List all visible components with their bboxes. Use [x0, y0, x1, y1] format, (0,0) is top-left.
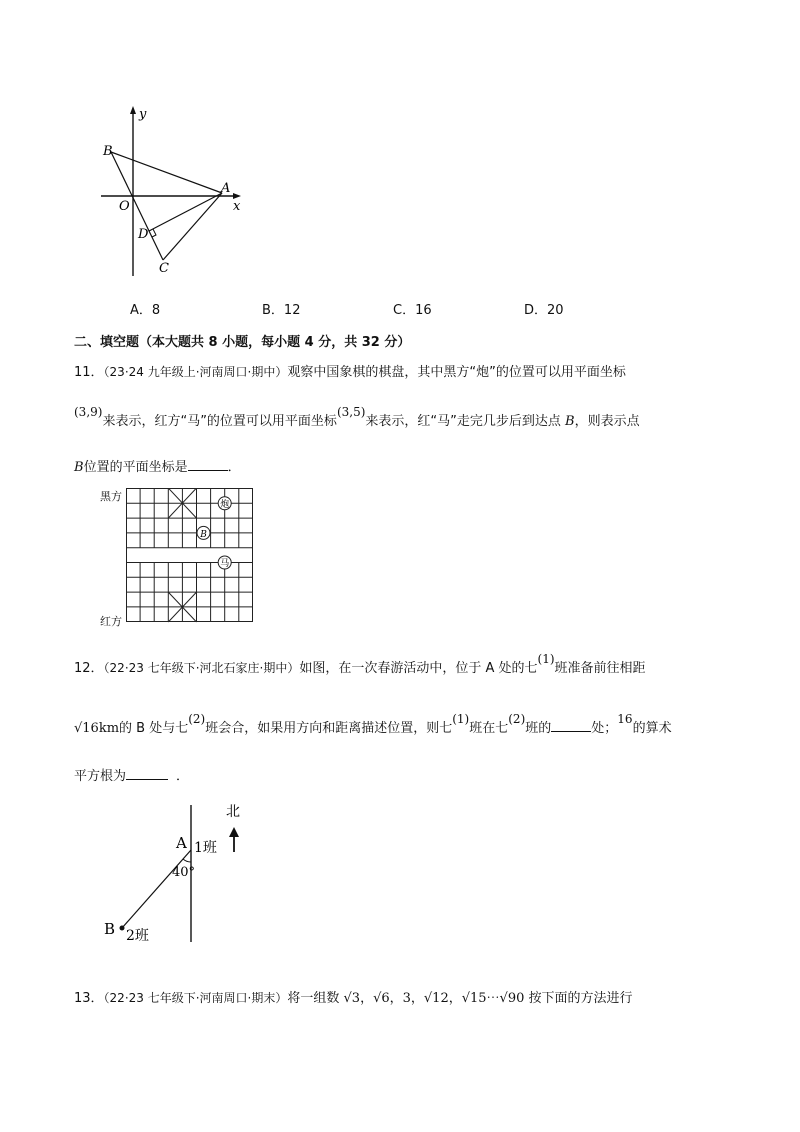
q12-text4: 班会合，如果用方向和距离描述位置，则七 [205, 721, 453, 736]
label-A: A [176, 834, 187, 852]
q12-class3: (1) [452, 712, 470, 726]
q11-line3 [74, 456, 241, 475]
q13-source: （22·23 七年级下·河南周口·期末） [103, 991, 288, 1005]
section-title: 二、填空题（本大题共 8 小题，每小题 4 分，共 32 分） [74, 335, 411, 350]
q12-text7: 处； [591, 721, 618, 736]
point-B [120, 926, 125, 931]
q11-coord2: (3,5) [336, 405, 366, 419]
q12-n16: 16 [617, 712, 633, 726]
q11-line2 [74, 405, 640, 429]
q12-text3: 的 B 处与七 [119, 721, 189, 736]
q12-number: 12． [74, 661, 104, 676]
board-red-label: 红方 [100, 615, 122, 628]
piece-b-label: B [200, 530, 207, 540]
q11-number: 11． [74, 365, 104, 380]
right-angle-mark [152, 229, 156, 237]
option-a: A．8 [130, 303, 161, 318]
label-B: B [103, 144, 113, 159]
label-x: x [233, 199, 241, 214]
q11-source: （23·24 九年级上·河南周口·期中） [103, 365, 288, 379]
option-c: C．16 [393, 303, 432, 318]
q11-coord1: (3,9) [74, 405, 103, 419]
q11-point-b2: B [74, 460, 84, 475]
label-class1: 1班 [194, 840, 217, 856]
q12-text5: 班在七 [469, 721, 509, 736]
chess-board [126, 488, 254, 623]
label-B: B [104, 920, 116, 938]
q12-line2 [74, 712, 672, 736]
segment-AC [163, 193, 222, 260]
y-axis-arrow [130, 106, 136, 114]
q11-text3: 来表示，红“马”走完几步后到达点 [365, 414, 561, 429]
q12-text1: 如图，在一次春游活动中，位于 A 处的七 [299, 661, 538, 676]
option-b: B．12 [262, 303, 301, 318]
q12-source: （22·23 七年级下·河北石家庄·期中） [103, 661, 300, 675]
q12-end: ． [176, 769, 190, 784]
q13-text1: 将一组数 [287, 991, 340, 1006]
q12-line1 [74, 652, 646, 676]
label-class2: 2班 [126, 928, 149, 944]
q13-line1 [74, 987, 633, 1006]
q11-answer-blank[interactable] [188, 470, 228, 471]
q11-text2: 来表示，红方“马”的位置可以用平面坐标 [102, 414, 337, 429]
label-y: y [139, 107, 147, 122]
board-black-label: 黑方 [100, 490, 122, 503]
north-label: 北 [226, 804, 240, 820]
segment-AD [149, 193, 222, 231]
q12-line3 [74, 765, 189, 784]
q11-point-b: B [565, 414, 575, 429]
angle-arc [183, 859, 191, 862]
q13-text2: 按下面的方法进行 [528, 991, 633, 1006]
piece-ma-label: 马 [220, 559, 230, 569]
q12-text9: 平方根为 [74, 769, 127, 784]
direction-figure [100, 800, 270, 950]
q12-text6: 班的 [525, 721, 552, 736]
q11-text5: 位置的平面坐标是 [83, 460, 188, 475]
coordinate-figure [95, 100, 255, 280]
q12-class4: (2) [508, 712, 526, 726]
segment-AB [122, 850, 191, 928]
q13-numbers: √3，√6，3，√12，√15⋯√90 [343, 991, 525, 1006]
option-d: D．20 [524, 303, 564, 318]
north-arrowhead [229, 827, 239, 837]
q11-text4: ，则表示点 [574, 414, 640, 429]
q11-line1 [74, 361, 626, 380]
label-C: C [159, 261, 169, 276]
label-angle: 40° [172, 865, 196, 880]
label-O: O [119, 199, 130, 214]
q12-text8: 的算术 [632, 721, 672, 736]
q12-answer-blank2[interactable] [126, 779, 168, 780]
q12-class2: (2) [188, 712, 206, 726]
label-A: A [221, 181, 231, 196]
q12-class1: (1) [537, 652, 555, 666]
q12-answer-blank1[interactable] [551, 731, 591, 732]
label-D: D [138, 227, 149, 242]
q11-text1: 观察中国象棋的棋盘，其中黑方“炮”的位置可以用平面坐标 [287, 365, 626, 380]
q11-end: ． [227, 460, 241, 475]
piece-pao-label: 炮 [220, 500, 230, 510]
q13-number: 13． [74, 991, 104, 1006]
q12-text2: 班准备前往相距 [554, 661, 646, 676]
q12-distance: √16km [74, 721, 120, 736]
